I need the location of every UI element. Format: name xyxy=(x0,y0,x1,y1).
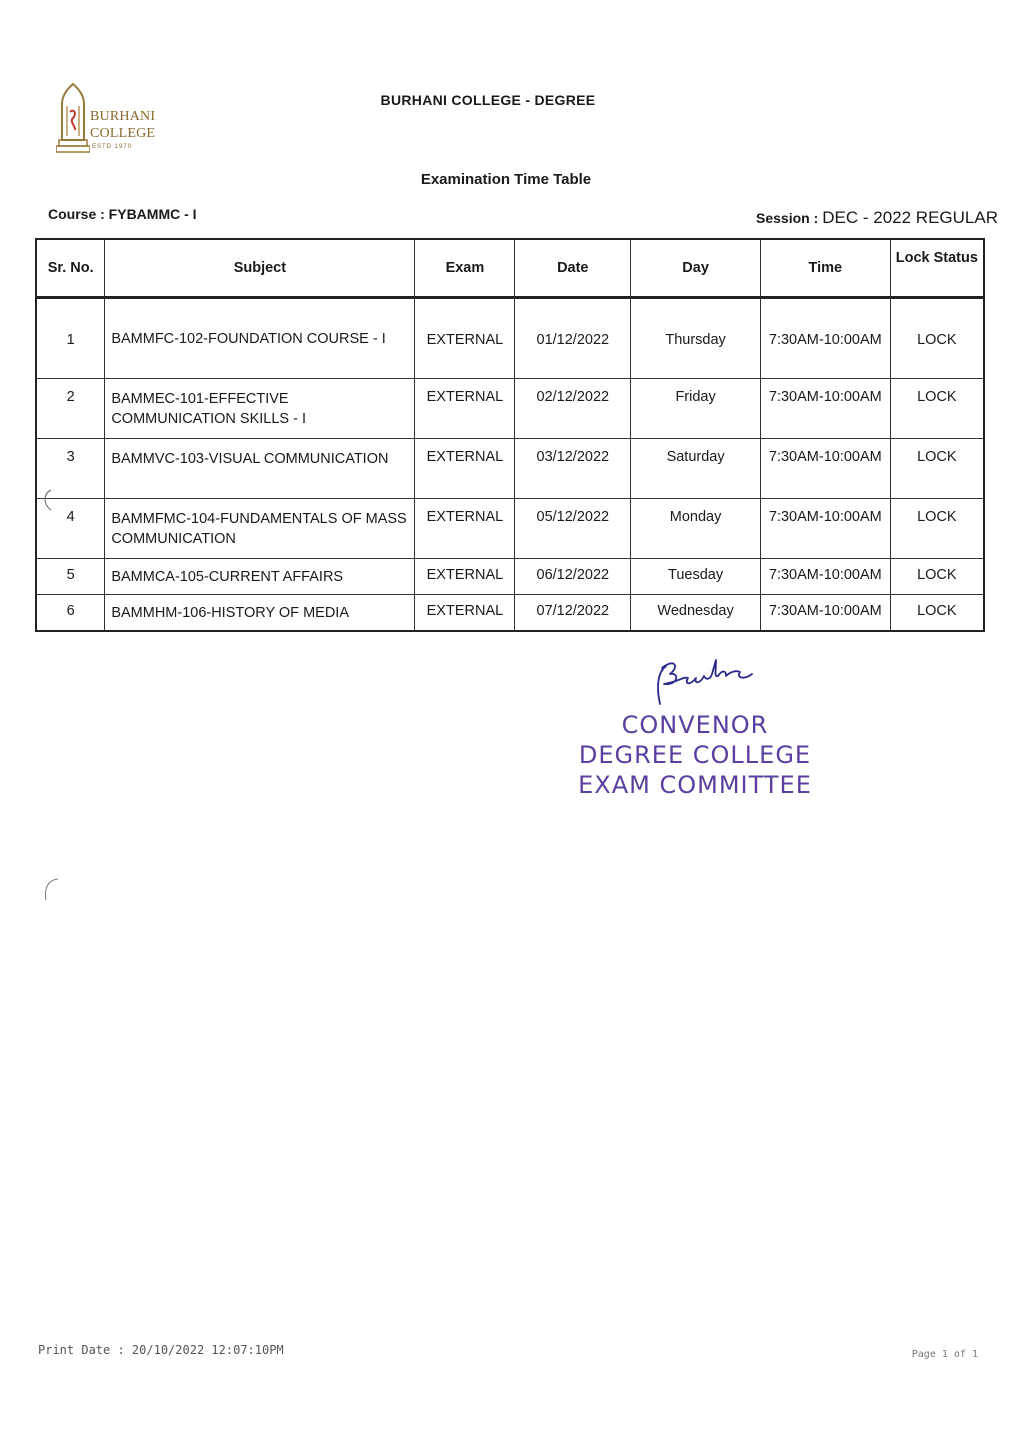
table-row xyxy=(36,595,984,632)
cell-date: 01/12/2022 xyxy=(515,298,631,379)
cell-time: 7:30AM-10:00AM xyxy=(760,439,890,499)
cell-day: Friday xyxy=(631,379,761,439)
cell-exam: EXTERNAL xyxy=(415,559,515,595)
document-title: Examination Time Table xyxy=(420,171,592,188)
logo-wordmark: BURHANI COLLEGE xyxy=(90,109,156,141)
committee-stamp xyxy=(570,710,820,800)
cell-time: 7:30AM-10:00AM xyxy=(760,298,890,379)
cell-time: 7:30AM-10:00AM xyxy=(760,499,890,559)
header-sr-no: Sr. No. xyxy=(36,239,105,298)
cell-day: Tuesday xyxy=(631,559,761,595)
cell-time: 7:30AM-10:00AM xyxy=(760,559,890,595)
table-row xyxy=(36,559,984,595)
cell-sr-no: 4 xyxy=(36,499,105,559)
cell-lock: LOCK xyxy=(890,439,984,499)
cell-exam: EXTERNAL xyxy=(415,298,515,379)
cell-day: Thursday xyxy=(631,298,761,379)
college-name: BURHANI COLLEGE - DEGREE xyxy=(380,92,596,108)
session-value: DEC - 2022 REGULAR xyxy=(822,208,998,227)
cell-subject: BAMMCA-105-CURRENT AFFAIRS xyxy=(105,559,415,595)
cell-exam: EXTERNAL xyxy=(415,499,515,559)
session-info xyxy=(756,208,998,228)
cell-date: 02/12/2022 xyxy=(515,379,631,439)
cell-lock: LOCK xyxy=(890,559,984,595)
scan-mark xyxy=(40,488,54,512)
cell-date: 07/12/2022 xyxy=(515,595,631,632)
cell-sr-no: 2 xyxy=(36,379,105,439)
cell-date: 03/12/2022 xyxy=(515,439,631,499)
table-header-row xyxy=(36,239,984,298)
cell-subject: BAMMHM-106-HISTORY OF MEDIA xyxy=(105,595,415,632)
cell-date: 06/12/2022 xyxy=(515,559,631,595)
cell-lock: LOCK xyxy=(890,379,984,439)
cell-lock: LOCK xyxy=(890,499,984,559)
cell-sr-no: 1 xyxy=(36,298,105,379)
stamp-line-committee: EXAM COMMITTEE xyxy=(578,771,812,799)
stamp-line-convenor: CONVENOR xyxy=(621,711,769,739)
cell-time: 7:30AM-10:00AM xyxy=(760,595,890,632)
cell-exam: EXTERNAL xyxy=(415,595,515,632)
cell-subject: BAMMFMC-104-FUNDAMENTALS OF MASS COMMUNICATION xyxy=(105,499,415,559)
table-row xyxy=(36,379,984,439)
cell-subject: BAMMFC-102-FOUNDATION COURSE - I xyxy=(105,298,415,379)
print-date: Print Date : 20/10/2022 12:07:10PM xyxy=(38,1343,284,1357)
cell-sr-no: 5 xyxy=(36,559,105,595)
cell-exam: EXTERNAL xyxy=(415,439,515,499)
cell-day: Wednesday xyxy=(631,595,761,632)
cell-day: Saturday xyxy=(631,439,761,499)
cell-exam: EXTERNAL xyxy=(415,379,515,439)
cell-day: Monday xyxy=(631,499,761,559)
table-row xyxy=(36,298,984,379)
cell-lock: LOCK xyxy=(890,595,984,632)
header-subject: Subject xyxy=(105,239,415,298)
header-day: Day xyxy=(631,239,761,298)
cell-lock: LOCK xyxy=(890,298,984,379)
header-exam: Exam xyxy=(415,239,515,298)
cell-sr-no: 6 xyxy=(36,595,105,632)
page-number: Page 1 of 1 xyxy=(911,1349,978,1360)
header-date: Date xyxy=(515,239,631,298)
course-label: Course : FYBAMMC - I xyxy=(48,206,197,222)
scan-mark xyxy=(40,876,62,902)
cell-subject: BAMMVC-103-VISUAL COMMUNICATION xyxy=(105,439,415,499)
stamp-line-college: DEGREE COLLEGE xyxy=(578,741,812,769)
timetable xyxy=(35,238,985,632)
header-time: Time xyxy=(760,239,890,298)
handwritten-signature xyxy=(644,652,774,712)
cell-subject: BAMMEC-101-EFFECTIVE COMMUNICATION SKILLS - I xyxy=(105,379,415,439)
table-row xyxy=(36,499,984,559)
cell-sr-no: 3 xyxy=(36,439,105,499)
header-lock-status: Lock Status xyxy=(890,239,984,298)
table-row xyxy=(36,439,984,499)
session-label: Session : xyxy=(756,210,819,226)
cell-date: 05/12/2022 xyxy=(515,499,631,559)
cell-time: 7:30AM-10:00AM xyxy=(760,379,890,439)
logo-estd: ESTD 1970 xyxy=(92,144,133,150)
